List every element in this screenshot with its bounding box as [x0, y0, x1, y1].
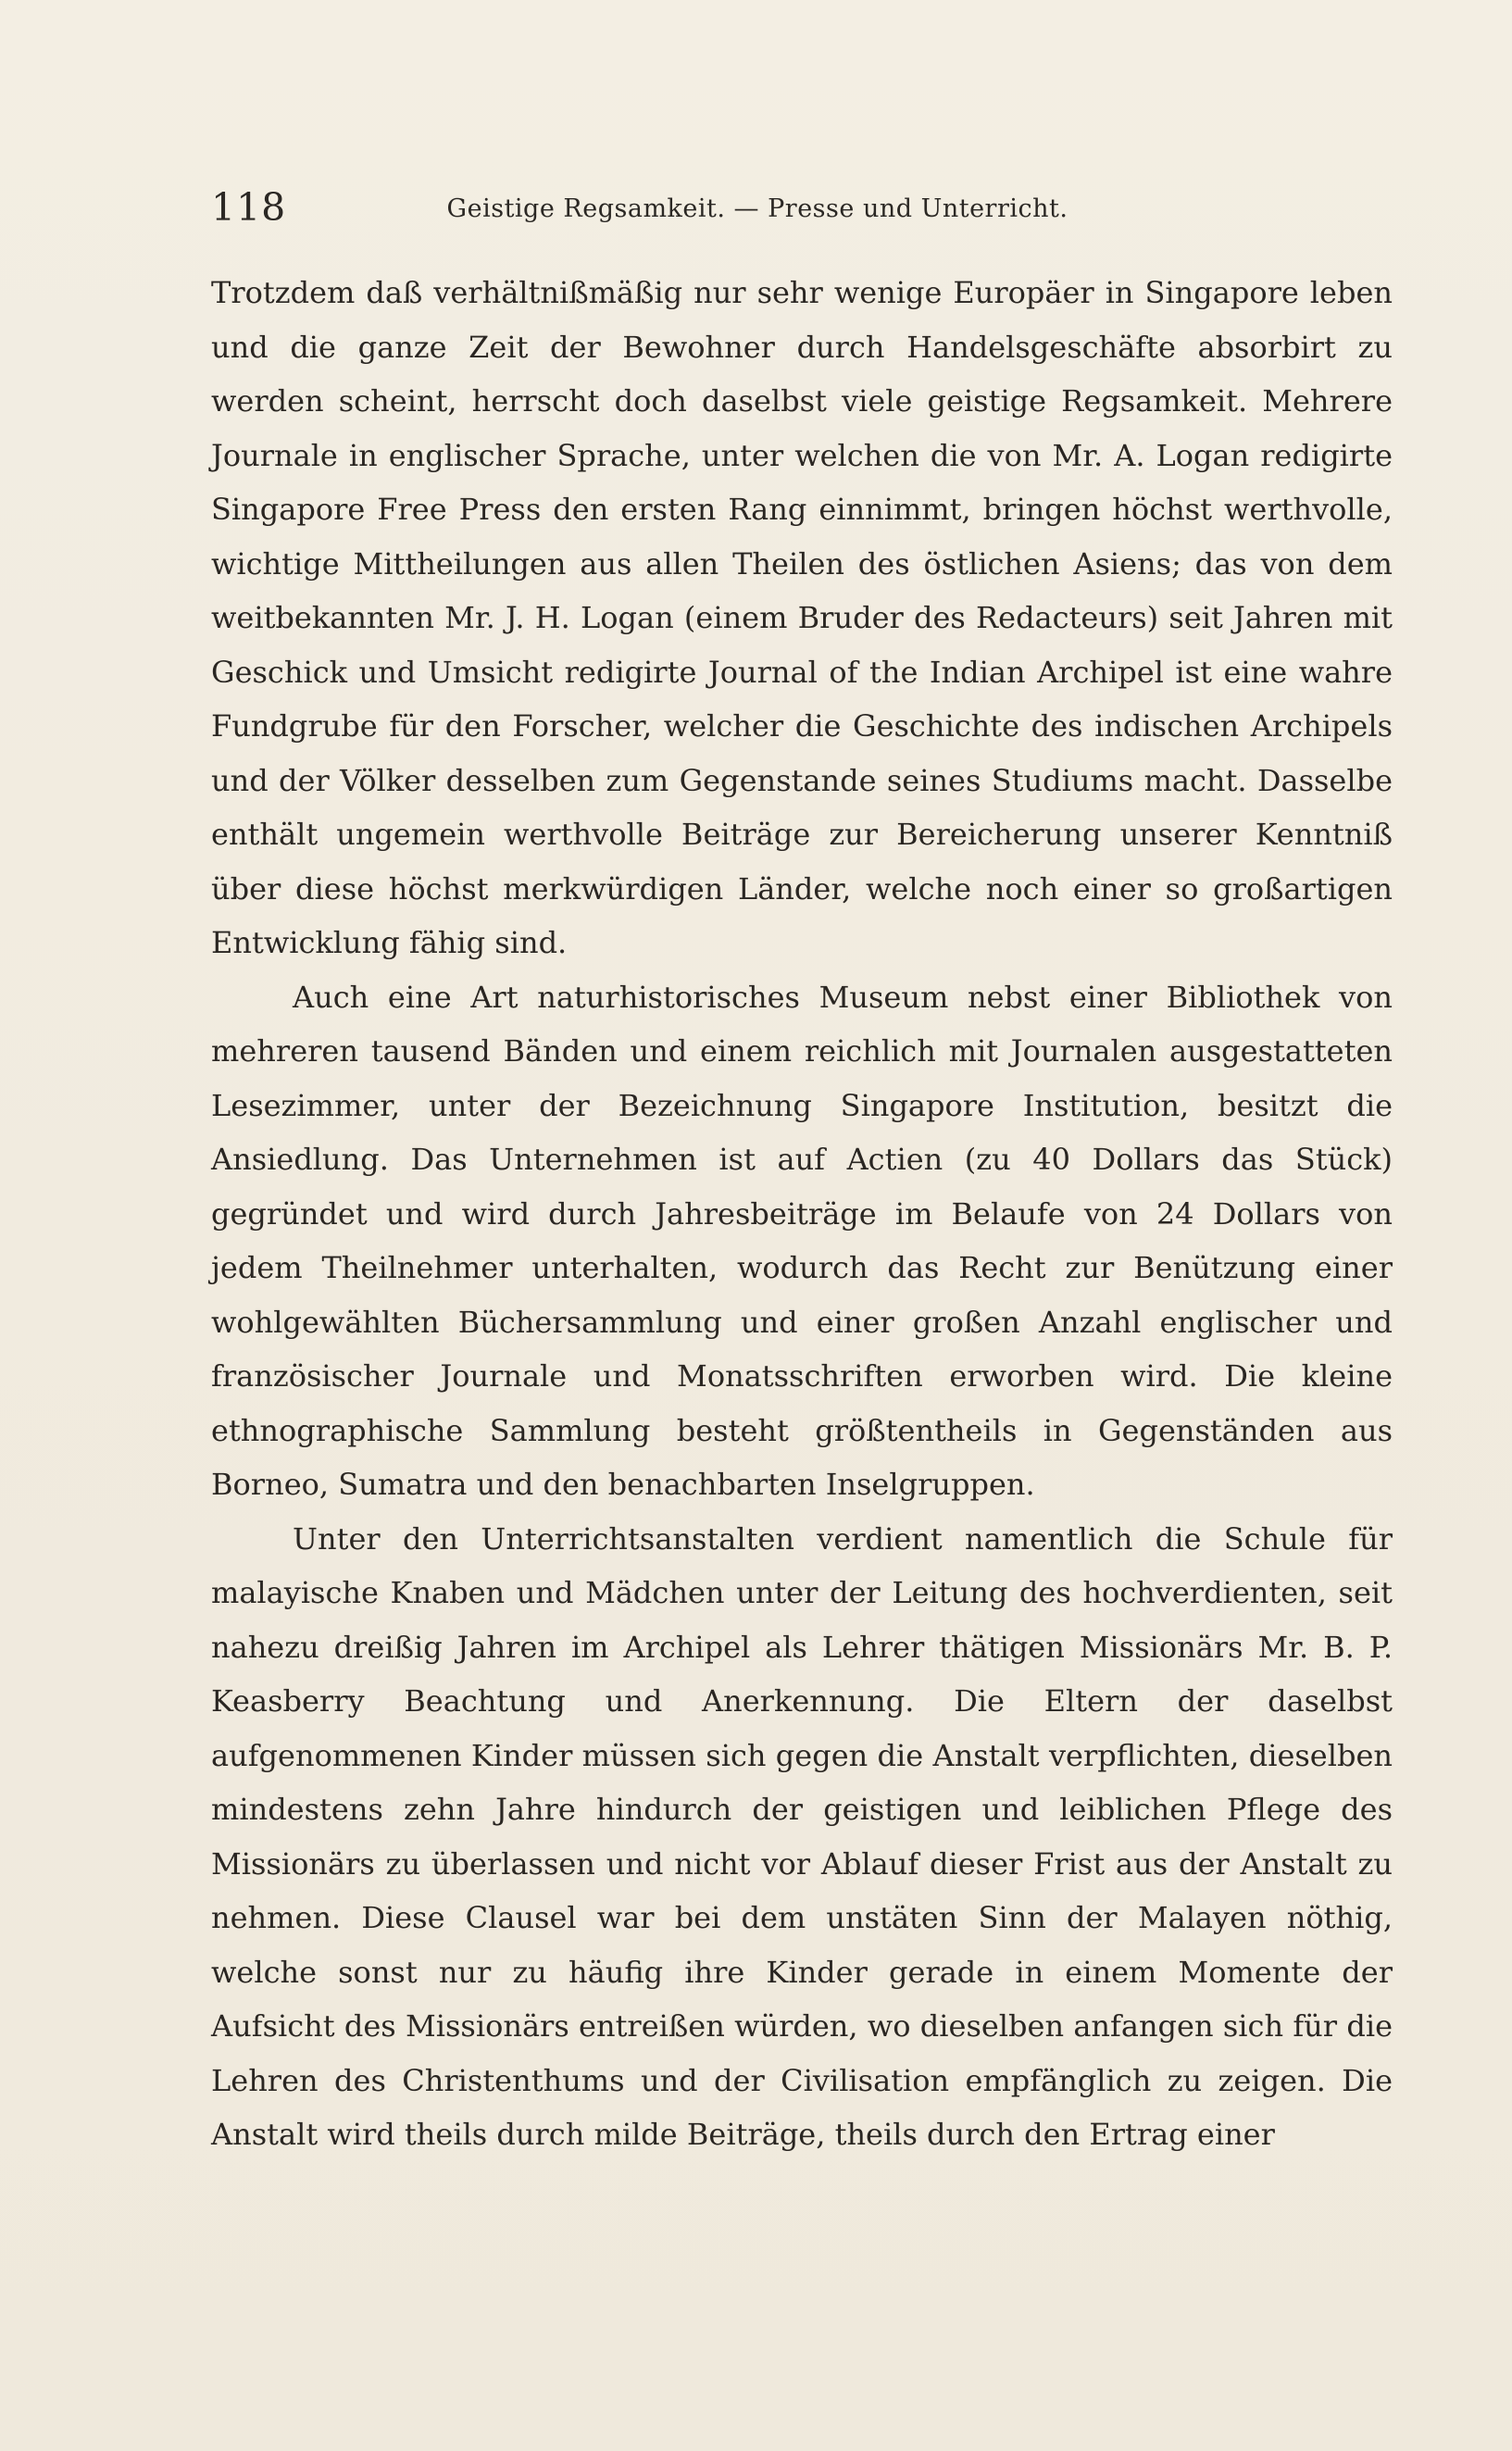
running-head: Geistige Regsamkeit. — Presse und Unterricht. — [446, 194, 1068, 223]
paragraph-press: Trotzdem daß verhältnißmäßig nur sehr wenige Europäer in Singapore leben und die ganze Zeit der Bewohner durch Handelsgeschäfte absorbirt zu werden scheint, herrscht doch daselbst viele geistige Regsamkeit. Mehrere Journale in englischer Sprache, unter welchen die von Mr. A. Logan redigirte Singapore Free Press den ersten Rang einnimmt, bringen höchst werthvolle, wichtige Mittheilungen aus allen Theilen des östlichen Asiens; das von dem weitbekannten Mr. J. H. Logan (einem Bruder des Redacteurs) seit Jahren mit Geschick und Umsicht redigirte Journal of the Indian Archipel ist eine wahre Fundgrube für den Forscher, welcher die Geschichte des indischen Archipels und der Völker desselben zum Gegenstande seines Studiums macht. Dasselbe enthält ungemein werthvolle Beiträge zur Bereicherung unserer Kenntniß über diese höchst merkwürdigen Länder, welche noch einer so großartigen Entwicklung fähig sind. — [211, 275, 1393, 960]
page-header — [211, 185, 1304, 241]
body-text — [211, 266, 1393, 2162]
paragraph-institution: Auch eine Art naturhistorisches Museum nebst einer Bibliothek von mehreren tausend Bänden und einem reichlich mit Journalen ausgestatteten Lesezimmer, unter der Bezeichnung Singapore Institution, besitzt die Ansiedlung. Das Unternehmen ist auf Actien (zu 40 Dollars das Stück) gegründet und wird durch Jahresbeiträge im Belaufe von 24 Dollars von jedem Theilnehmer unterhalten, wodurch das Recht zur Benützung einer wohlgewählten Büchersammlung und einer großen Anzahl englischer und französischer Journale und Monatsschriften erworben wird. Die kleine ethnographische Sammlung besteht größtentheils in Gegenständen aus Borneo, Sumatra und den benachbarten Inselgruppen. — [211, 979, 1393, 1502]
page-number: 118 — [211, 185, 287, 230]
paragraph-schools: Unter den Unterrichtsanstalten verdient namentlich die Schule für malayische Knaben und Mädchen unter der Leitung des hochverdienten, seit nahezu dreißig Jahren im Archipel als Lehrer thätigen Missionärs Mr. B. P. Keasberry Beachtung und Anerkennung. Die Eltern der daselbst aufgenommenen Kinder müssen sich gegen die Anstalt verpflichten, dieselben mindestens zehn Jahre hindurch der geistigen und leiblichen Pflege des Missionärs zu überlassen und nicht vor Ablauf dieser Frist aus der Anstalt zu nehmen. Diese Clausel war bei dem unstäten Sinn der Malayen nöthig, welche sonst nur zu häufig ihre Kinder gerade in einem Momente der Aufsicht des Missionärs entreißen würden, wo dieselben anfangen sich für die Lehren des Christenthums und der Civilisation empfänglich zu zeigen. Die Anstalt wird theils durch milde Beiträge, theils durch den Ertrag einer — [211, 1520, 1393, 2152]
